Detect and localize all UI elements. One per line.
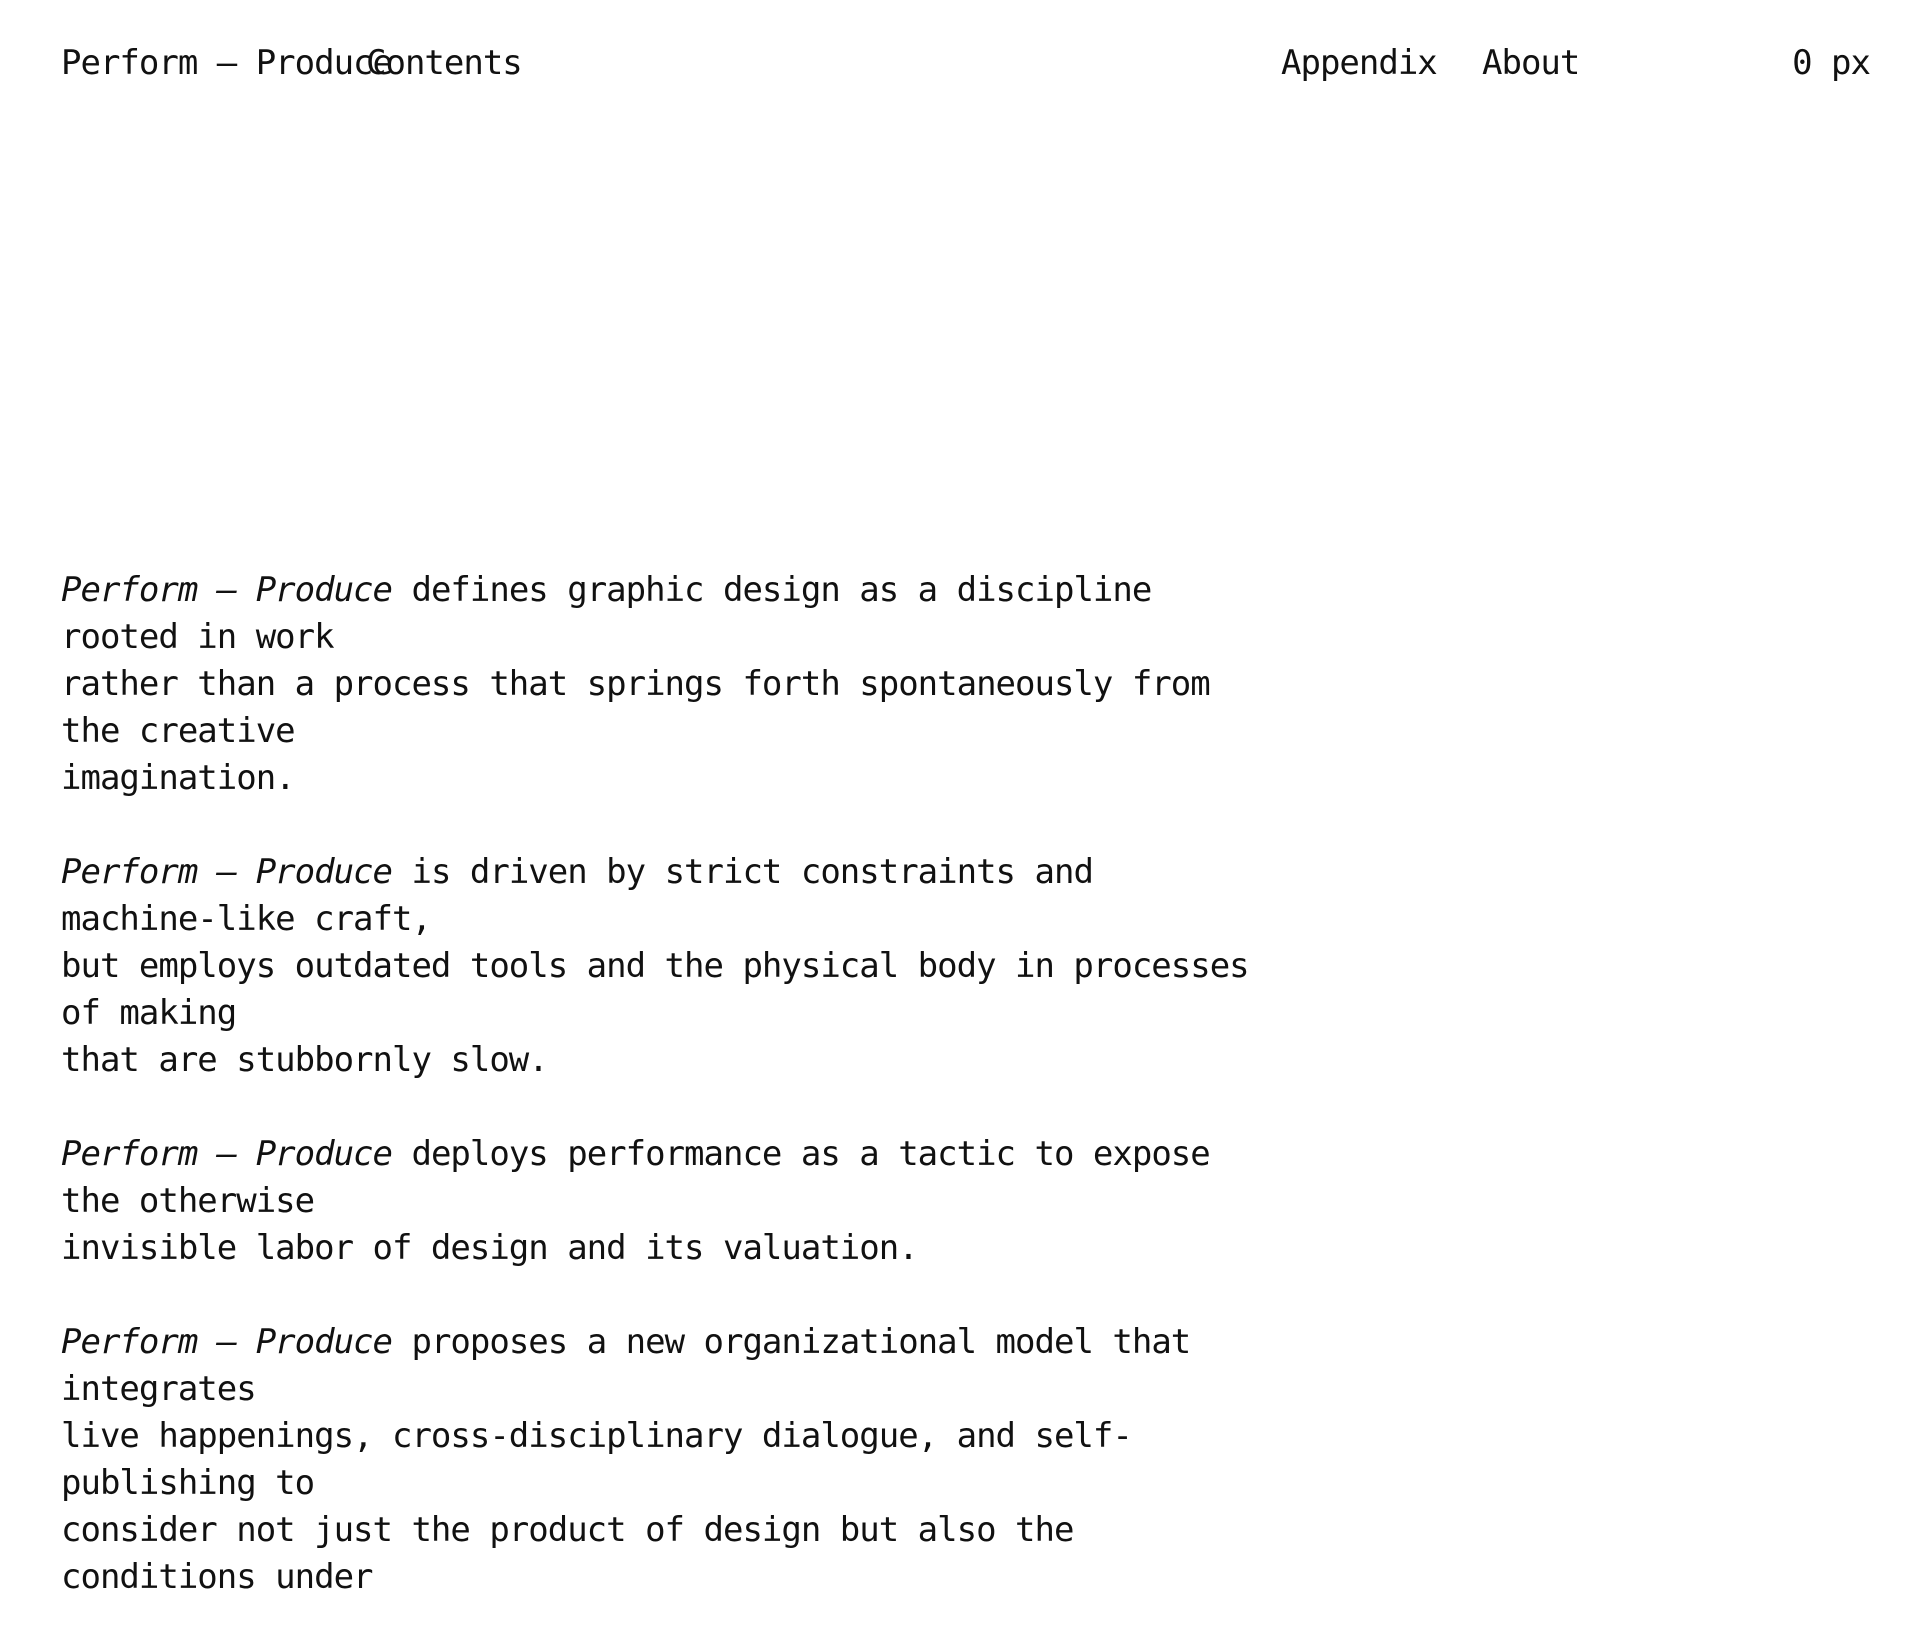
- paragraph-line: invisible labor of design and its valuation.: [61, 1228, 918, 1268]
- intro-paragraph: [61, 1319, 1261, 1601]
- nav-about-link[interactable]: About: [1482, 43, 1580, 83]
- paragraph-line: imagination.: [61, 758, 295, 798]
- paragraph-title: Perform – Produce: [61, 1134, 392, 1174]
- paragraph-line: live happenings, cross-disciplinary dialogue, and self-publishing to: [61, 1416, 1132, 1503]
- paragraph-line: is driven by strict constraints and machine-like craft,: [61, 852, 1093, 939]
- intro-paragraph: [61, 567, 1261, 802]
- intro-text: [61, 567, 1261, 1648]
- paragraph-line: consider not just the product of design but also the conditions under: [61, 1510, 1074, 1597]
- paragraph-line: that are stubbornly slow.: [61, 1040, 548, 1080]
- nav-contents-link[interactable]: Contents: [366, 43, 522, 83]
- paragraph-line: rather than a process that springs forth spontaneously from the creative: [61, 664, 1210, 751]
- paragraph-title: Perform – Produce: [61, 1322, 392, 1362]
- site-title-link[interactable]: Perform – Produce: [61, 43, 392, 83]
- paragraph-line: deploys performance as a tactic to expose the otherwise: [61, 1134, 1210, 1221]
- intro-paragraph: [61, 1131, 1261, 1272]
- nav-appendix-link[interactable]: Appendix: [1281, 43, 1437, 83]
- paragraph-line: proposes a new organizational model that integrates: [61, 1322, 1191, 1409]
- paragraph-title: Perform – Produce: [61, 570, 392, 610]
- intro-paragraph: [61, 849, 1261, 1084]
- paragraph-line: defines graphic design as a discipline rooted in work: [61, 570, 1152, 657]
- paragraph-title: Perform – Produce: [61, 852, 392, 892]
- scroll-position-readout: 0 px: [1792, 43, 1870, 83]
- paragraph-line: but employs outdated tools and the physical body in processes of making: [61, 946, 1249, 1033]
- top-navigation: [0, 0, 1920, 130]
